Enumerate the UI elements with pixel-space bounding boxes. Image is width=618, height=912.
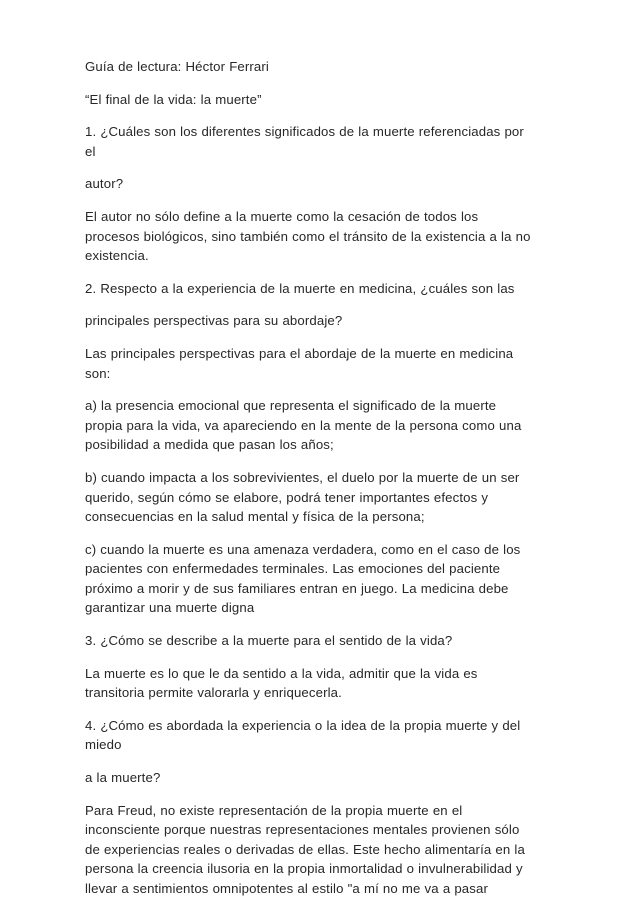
answer-2-item-b: b) cuando impacta a los sobrevivientes, el duelo por la muerte de un ser querido, según cómo se elabore, podrá tener importantes efectos y consecuencias en la salud mental y física de la persona; (85, 469, 520, 525)
question-1-continuation: autor? (85, 176, 124, 192)
answer-2-item-c: c) cuando la muerte es una amenaza verdadera, como en el caso de los pacientes con enfermedades terminales. Las emociones del paciente próximo a morir y de sus familiares entran en juego. La medicina debe garantizar una muerte digna (85, 541, 521, 616)
question-3: 3. ¿Cómo se describe a la muerte para el sentido de la vida? (85, 633, 453, 649)
answer-1: El autor no sólo define a la muerte como la cesación de todos los procesos biológicos, sino también como el tránsito de la existencia a la no existencia. (85, 208, 531, 264)
question-4-continuation: a la muerte? (85, 770, 161, 786)
document-heading: Guía de lectura: Héctor Ferrari (85, 59, 269, 74)
answer-4: Para Freud, no existe representación de la propia muerte en el inconsciente porque nuestras representaciones mentales provienen sólo de experiencias reales o derivadas de ellas. Este hecho alimentaría en la persona la creencia ilusoria en la propia inmortalidad o invulnerabilidad y llevar a sentimientos omnipotentes al estilo "a mí no me va a pasar (85, 802, 525, 896)
document-subtitle: “El final de la vida: la muerte” (85, 91, 262, 107)
answer-2-item-a: a) la presencia emocional que representa el significado de la muerte propia para la vida, va apareciendo en la mente de la persona como una posibilidad a medida que pasan los años; (85, 398, 522, 453)
answer-2-intro: Las principales perspectivas para el abordaje de la muerte en medicina son: (85, 345, 514, 381)
answer-3: La muerte es lo que le da sentido a la vida, admitir que la vida es transitoria permite valorarla y enriquecerla. (85, 665, 478, 701)
question-2-continuation: principales perspectivas para su abordaje? (85, 313, 343, 329)
question-4: 4. ¿Cómo es abordada la experiencia o la idea de la propia muerte y del miedo (85, 717, 521, 753)
question-2: 2. Respecto a la experiencia de la muerte en medicina, ¿cuáles son las (85, 280, 515, 296)
document-text-body (85, 57, 533, 912)
question-1: 1. ¿Cuáles son los diferentes significados de la muerte referenciadas por el (85, 124, 524, 159)
